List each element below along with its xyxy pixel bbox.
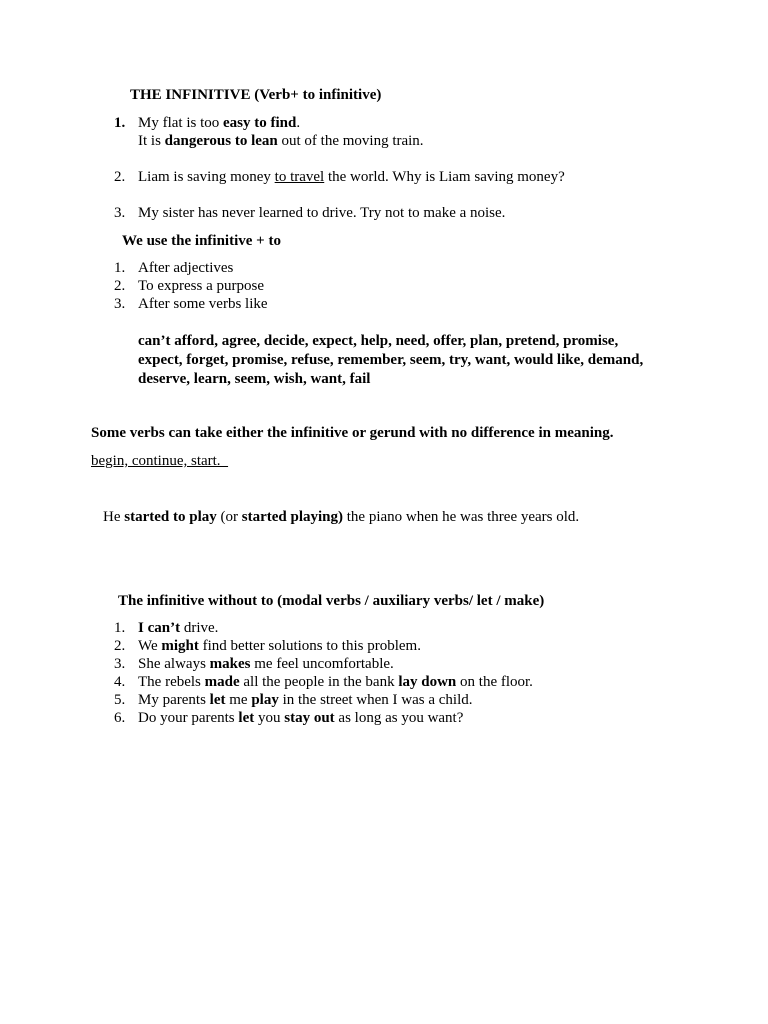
list-number: 3. <box>114 296 126 312</box>
list-text: She always makes me feel uncomfortable. <box>138 656 394 672</box>
list-number: 4. <box>114 674 126 690</box>
list-number: 1. <box>114 115 126 131</box>
list-number: 2. <box>114 169 126 185</box>
verb-list-line: expect, forget, promise, refuse, remember, seem, try, want, would like, demand, <box>138 352 644 368</box>
example-line: My sister has never learned to drive. Try not to make a noise. <box>138 205 506 221</box>
list-text: We might find better solutions to this problem. <box>138 638 421 654</box>
list-number: 6. <box>114 710 126 726</box>
either-verbs: begin, continue, start. <box>91 453 229 469</box>
list-number: 1. <box>114 260 126 276</box>
example-line: It is dangerous to lean out of the moving train. <box>138 133 424 149</box>
list-text: To express a purpose <box>138 278 264 294</box>
list-text: The rebels made all the people in the bank lay down on the floor. <box>138 674 533 690</box>
list-number: 2. <box>114 278 126 294</box>
example-line: Liam is saving money to travel the world. Why is Liam saving money? <box>138 169 565 185</box>
example-line: My flat is too easy to find. <box>138 115 301 131</box>
verb-list-line: deserve, learn, seem, wish, want, fail <box>138 371 371 387</box>
verb-list-line: can’t afford, agree, decide, expect, help, need, offer, plan, pretend, promise, <box>138 333 619 349</box>
list-number: 1. <box>114 620 126 636</box>
page-title: THE INFINITIVE (Verb+ to infinitive) <box>130 87 382 103</box>
list-text: Do your parents let you stay out as long as you want? <box>138 710 464 726</box>
list-number: 2. <box>114 638 126 654</box>
section-heading: Some verbs can take either the infinitive or gerund with no difference in meaning. <box>91 425 614 441</box>
list-number: 3. <box>114 656 126 672</box>
list-text: My parents let me play in the street when I was a child. <box>138 692 473 708</box>
section-heading: We use the infinitive + to <box>122 233 281 249</box>
list-number: 5. <box>114 692 126 708</box>
list-number: 3. <box>114 205 126 221</box>
list-text: I can’t drive. <box>138 620 219 636</box>
list-text: After adjectives <box>138 260 234 276</box>
either-example: He started to play (or started playing) the piano when he was three years old. <box>103 509 580 525</box>
section-heading: The infinitive without to (modal verbs / auxiliary verbs/ let / make) <box>118 593 545 609</box>
list-text: After some verbs like <box>138 296 268 312</box>
